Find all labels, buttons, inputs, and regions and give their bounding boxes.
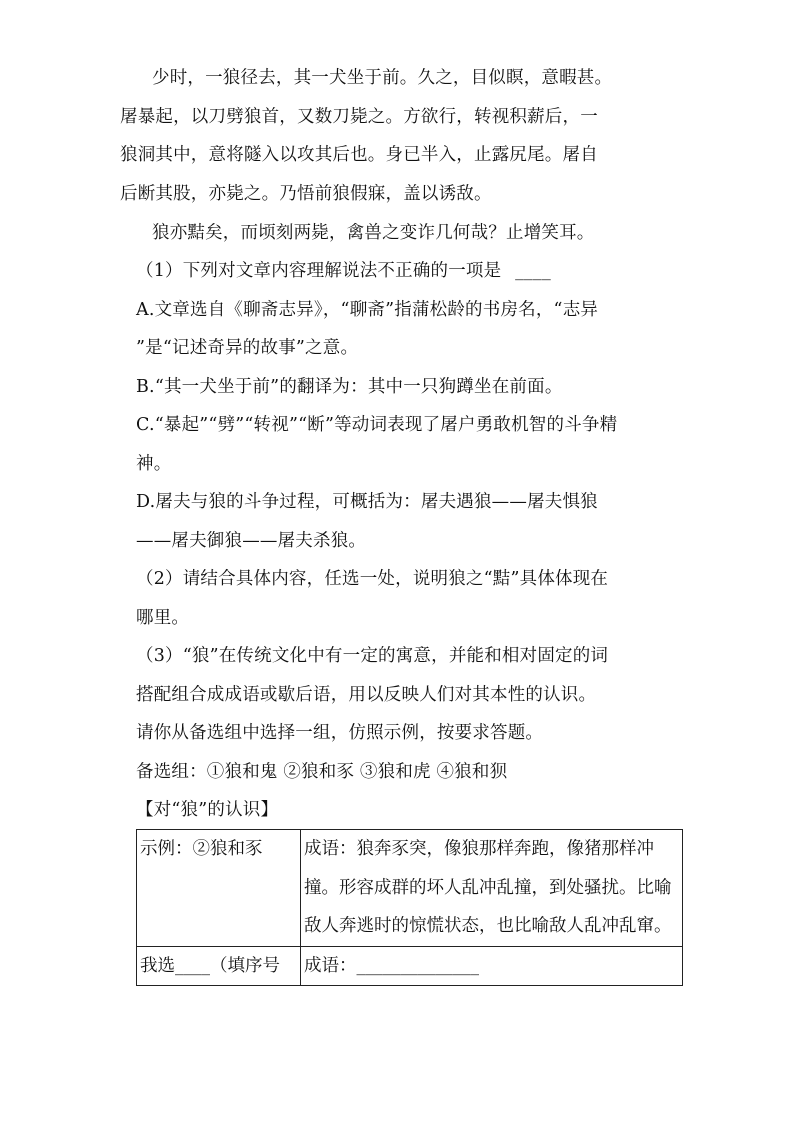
question-2-line: （2）请结合具体内容，任选一处，说明狼之“黠”具体体现在 — [136, 569, 609, 589]
question-3-line: （3）“狼”在传统文化中有一定的寓意，并能和相对固定的词 — [136, 646, 609, 666]
answer-blank[interactable]: ____ — [515, 261, 551, 281]
option-a-cont: ”是“记述奇异的故事”之意。 — [136, 338, 359, 358]
example-label: 示例：②狼和豕 — [137, 830, 301, 947]
idiom-prefix: 成语： — [304, 955, 357, 976]
option-c-cont: 神。 — [136, 454, 172, 474]
answer-table — [136, 829, 683, 986]
choice-prefix: 我选 — [140, 955, 175, 976]
option-c: C.“暴起”“劈”“转视”“断”等动词表现了屠户勇敢机智的斗争精 — [136, 415, 618, 435]
section-heading: 【对“狼”的认识】 — [136, 800, 279, 820]
option-b: B.“其一犬坐于前”的翻译为：其中一只狗蹲坐在前面。 — [136, 377, 563, 397]
passage-line: 狼亦黠矣，而顷刻两毙，禽兽之变诈几何哉？止增笑耳。 — [152, 223, 595, 243]
option-d-cont: ——屠夫御狼——屠夫杀狼。 — [136, 531, 367, 551]
idiom-blank[interactable]: ______________ — [356, 955, 479, 976]
question-3-line: 搭配组合成成语或歇后语，用以反映人们对其本性的认识。 — [136, 685, 597, 705]
question-1-stem — [136, 259, 551, 283]
passage-line: 少时，一狼径去，其一犬坐于前。久之，目似瞑，意暇甚。 — [152, 68, 613, 88]
option-d: D.屠夫与狼的斗争过程，可概括为：屠夫遇狼——屠夫惧狼 — [136, 492, 598, 512]
option-a: A.文章选自《聊斋志异》，“聊斋”指蒲松龄的书房名，“志异 — [136, 300, 599, 320]
choice-cell — [137, 946, 301, 986]
question-1-text: （1）下列对文章内容理解说法不正确的一项是 — [136, 261, 502, 281]
idiom-cell — [301, 946, 683, 986]
choice-suffix: （填序号 — [210, 955, 280, 976]
question-3-line: 请你从备选组中选择一组，仿照示例，按要求答题。 — [136, 723, 544, 743]
passage-line: 屠暴起，以刀劈狼首，又数刀毙之。方欲行，转视积薪后，一 — [120, 107, 598, 127]
choice-blank[interactable]: ____ — [175, 955, 210, 976]
question-2-line: 哪里。 — [136, 608, 190, 628]
table-row — [137, 830, 683, 947]
passage-line: 狼洞其中，意将隧入以攻其后也。身已半入，止露尻尾。屠自 — [120, 145, 598, 165]
options-group: 备选组：①狼和鬼 ②狼和豕 ③狼和虎 ④狼和狈 — [136, 762, 508, 782]
passage-line: 后断其股，亦毙之。乃悟前狼假寐，盖以诱敌。 — [120, 184, 492, 204]
table-row — [137, 946, 683, 986]
example-content: 成语：狼奔豕突，像狼那样奔跑，像猪那样冲撞。形容成群的坏人乱冲乱撞，到处骚扰。比喻敌人奔逃时的惊慌状态，也比喻敌人乱冲乱窜。 — [301, 830, 683, 947]
